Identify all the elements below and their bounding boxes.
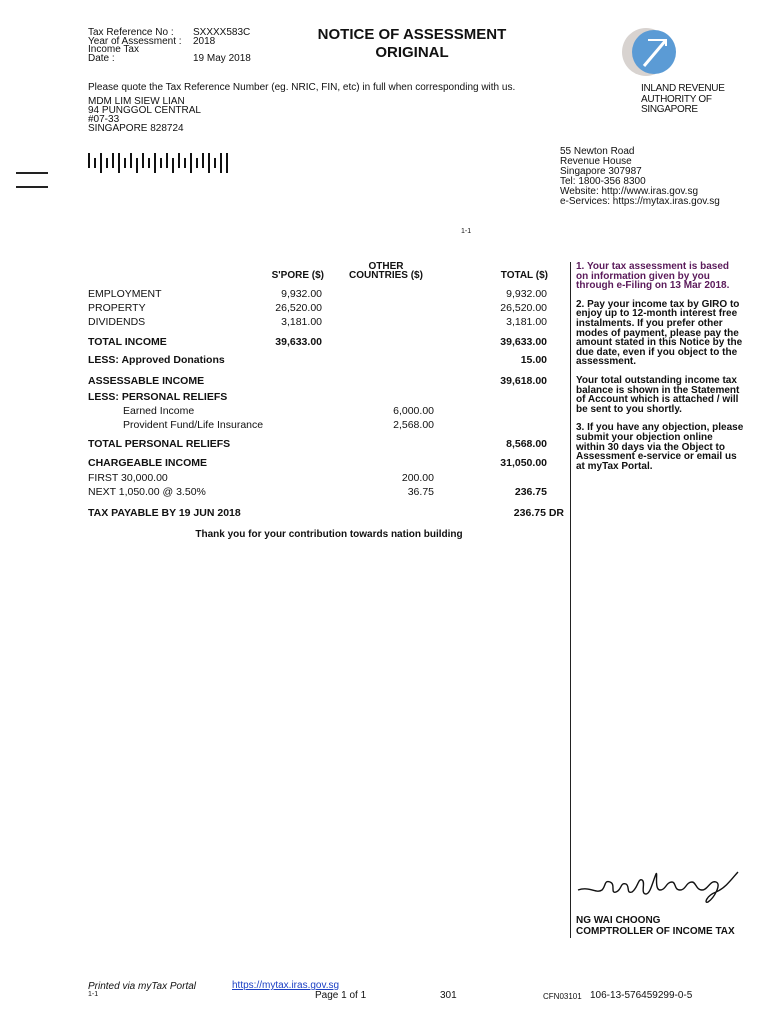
row-approved-donations — [88, 354, 568, 368]
row-label: LESS: Approved Donations — [88, 354, 225, 366]
row-tax-payable — [88, 507, 568, 521]
tax-reference-value: SXXXX583C — [193, 27, 251, 38]
row-chargeable-income — [88, 457, 568, 471]
row-next-band — [88, 486, 568, 500]
income-tax-label: Income Tax — [88, 44, 139, 55]
row-label: NEXT 1,050.00 @ 3.50% — [88, 486, 206, 498]
column-divider — [570, 262, 571, 938]
row-total-amount: 8,568.00 — [506, 438, 547, 450]
signatory-title: COMPTROLLER OF INCOME TAX — [576, 925, 735, 937]
col-header-singapore: S'PORE ($) — [271, 270, 324, 281]
row-total-amount: 236.75 DR — [513, 507, 564, 519]
quote-note: Please quote the Tax Reference Number (eg. NRIC, FIN, etc) in full when corresponding with us. — [88, 82, 516, 93]
page-number: Page 1 of 1 — [315, 990, 367, 1001]
side-note-outstanding-balance: Your total outstanding income tax balance is shown in the Statement of Account which is attached / will be sent to you shortly. — [576, 374, 740, 415]
row-other-amount: 200.00 — [401, 472, 434, 484]
row-label: Provident Fund/Life Insurance — [123, 419, 264, 431]
signatory-name: NG WAI CHOONG — [576, 915, 661, 926]
col-header-total: TOTAL ($) — [500, 270, 548, 281]
row-label: LESS: PERSONAL RELIEFS — [88, 391, 228, 403]
postal-barcode — [88, 150, 234, 179]
row-other-amount: 6,000.00 — [393, 405, 434, 417]
row-total-amount: 15.00 — [520, 354, 547, 366]
date-value: 19 May 2018 — [193, 53, 251, 64]
row-label: PROPERTY — [88, 302, 146, 314]
iras-address — [560, 147, 720, 207]
mytax-portal-link[interactable]: https://mytax.iras.gov.sg — [232, 980, 340, 991]
signature-icon — [576, 868, 742, 910]
signatory — [576, 916, 735, 937]
comptroller-signature — [576, 868, 742, 915]
recipient-line-1: 94 PUNGGOL CENTRAL — [88, 105, 201, 116]
logo-line-2: AUTHORITY OF — [641, 93, 712, 105]
row-personal-reliefs-heading — [88, 391, 568, 405]
year-of-assessment-label: Year of Assessment : — [88, 36, 182, 47]
row-dividends — [88, 316, 568, 330]
iras-eservices[interactable]: e-Services: https://mytax.iras.gov.sg — [560, 196, 720, 207]
row-label: TOTAL PERSONAL RELIEFS — [88, 438, 231, 450]
col-header-other — [346, 262, 426, 280]
iras-emblem-icon — [622, 26, 680, 78]
footer-code-301: 301 — [440, 990, 457, 1001]
row-total-amount: 39,633.00 — [500, 336, 547, 348]
recipient-name: MDM LIM SIEW LIAN — [88, 96, 185, 107]
iras-address-line-3: Singapore 307987 — [560, 166, 642, 177]
iras-address-line-2: Revenue House — [560, 156, 632, 167]
row-label: DIVIDENDS — [88, 316, 146, 328]
row-label: FIRST 30,000.00 — [88, 472, 168, 484]
fold-mark-bottom — [16, 186, 48, 188]
footer-marker: 1-1 — [88, 991, 99, 998]
row-label: TAX PAYABLE BY 19 JUN 2018 — [88, 507, 241, 519]
thanks-message: Thank you for your contribution towards nation building — [195, 529, 463, 540]
side-note-efiling: 1. Your tax assessment is based on information given by you through e-Filing on 13 Mar 2018. — [576, 261, 730, 292]
logo-line-1: INLAND REVENUE — [641, 83, 725, 94]
page-marker: 1-1 — [461, 228, 472, 235]
row-total-amount: 26,520.00 — [500, 302, 547, 314]
col-header-other-line-2: COUNTRIES ($) — [349, 270, 423, 281]
form-code: CFN03101 — [543, 992, 582, 1001]
iras-website[interactable]: Website: http://www.iras.gov.sg — [560, 186, 699, 197]
recipient-address — [88, 97, 201, 133]
printed-via-label: Printed via myTax Portal — [88, 981, 197, 992]
iras-logo-text — [641, 84, 725, 116]
row-first-band — [88, 472, 568, 486]
iras-address-line-1: 55 Newton Road — [560, 146, 635, 157]
row-sg-amount: 9,932.00 — [281, 288, 322, 300]
col-header-other-line-1: OTHER — [368, 261, 404, 272]
date-label: Date : — [88, 53, 115, 64]
row-label: Earned Income — [123, 405, 195, 417]
row-total-amount: 3,181.00 — [506, 316, 547, 328]
recipient-line-3: SINGAPORE 828724 — [88, 123, 184, 134]
side-note-objection: 3. If you have any objection, please submit your objection online within 30 days via the Object to Assessment e-service or email us at myTax Portal. — [576, 422, 744, 472]
row-label: CHARGEABLE INCOME — [88, 457, 208, 469]
row-other-amount: 2,568.00 — [393, 419, 434, 431]
row-total-personal-reliefs — [88, 438, 568, 452]
row-assessable-income — [88, 375, 568, 389]
row-total-amount: 236.75 — [514, 486, 547, 498]
year-of-assessment-value: 2018 — [193, 36, 216, 47]
row-sg-amount: 39,633.00 — [275, 336, 322, 348]
document-reference: 106-13-576459299-0-5 — [590, 990, 693, 1001]
barcode-icon — [88, 150, 234, 174]
row-label: TOTAL INCOME — [88, 336, 167, 348]
row-employment — [88, 288, 568, 302]
row-total-amount: 31,050.00 — [500, 457, 547, 469]
recipient-line-2: #07-33 — [88, 114, 120, 125]
row-total-income — [88, 336, 568, 350]
row-total-amount: 9,932.00 — [506, 288, 547, 300]
logo-line-3: SINGAPORE — [641, 104, 698, 115]
row-provident-fund — [88, 419, 568, 433]
fold-mark-top — [16, 172, 48, 174]
row-total-amount: 39,618.00 — [500, 375, 547, 387]
notice-title: NOTICE OF ASSESSMENT — [317, 26, 507, 43]
row-other-amount: 36.75 — [407, 486, 434, 498]
row-sg-amount: 3,181.00 — [281, 316, 322, 328]
iras-telephone: Tel: 1800-356 8300 — [560, 176, 646, 187]
row-label: EMPLOYMENT — [88, 288, 162, 300]
notice-subtitle: ORIGINAL — [375, 44, 449, 61]
row-property — [88, 302, 568, 316]
side-note-giro: 2. Pay your income tax by GIRO to enjoy up to 12-month interest free instalments. If you prefer other modes of payment, please pay the amount stated in this Notice by the due date, even if you object to the assessment. — [576, 298, 743, 368]
side-notes — [576, 262, 744, 480]
row-earned-income — [88, 405, 568, 419]
tax-reference-label: Tax Reference No : — [88, 27, 174, 38]
iras-logo — [622, 26, 680, 78]
row-label: ASSESSABLE INCOME — [88, 375, 205, 387]
row-sg-amount: 26,520.00 — [275, 302, 322, 314]
